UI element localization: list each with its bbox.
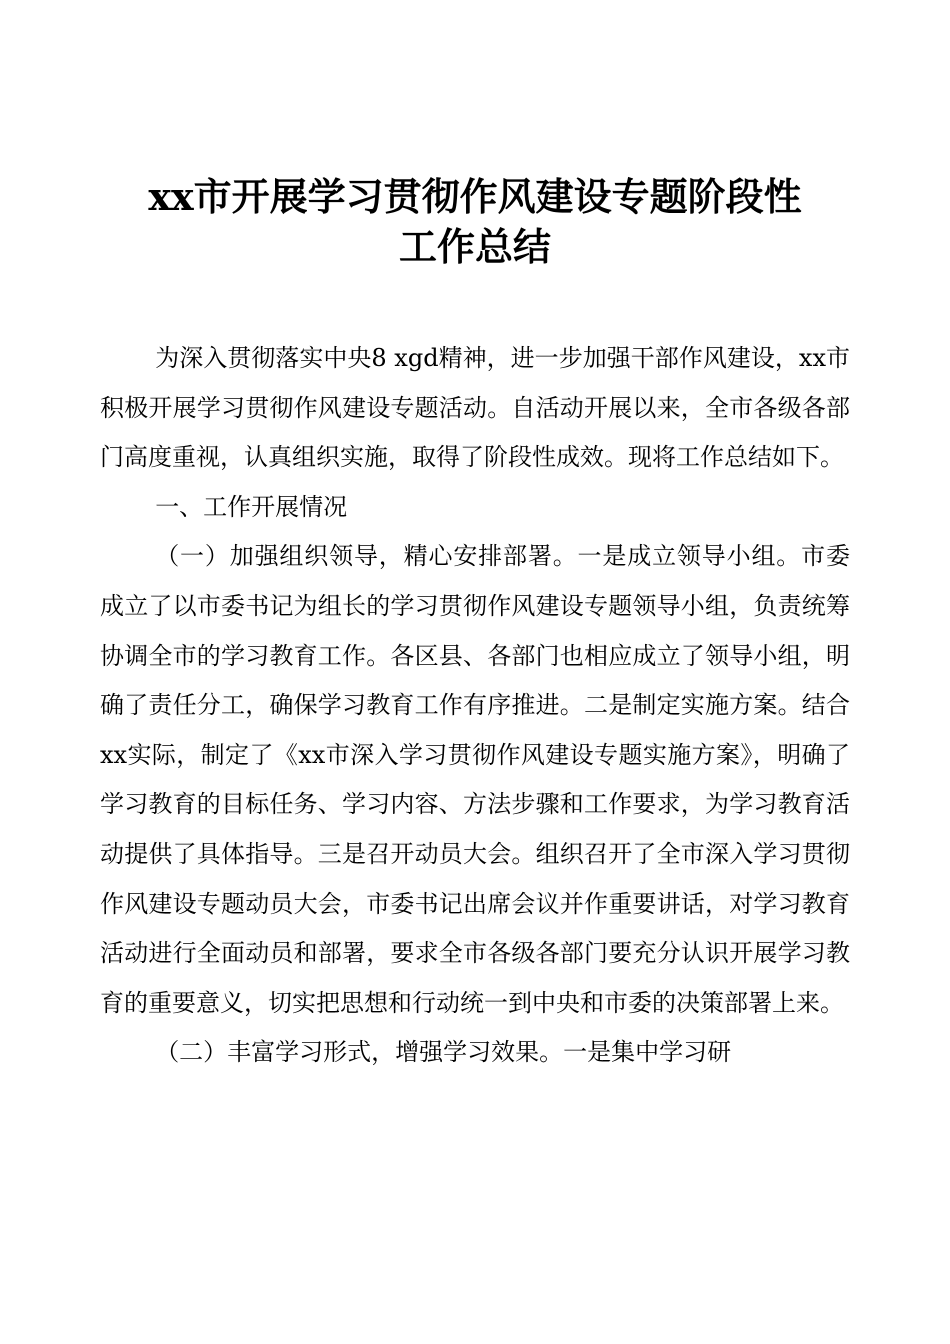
title-line-2: 工作总结 — [398, 224, 551, 269]
subsection-organization-leadership: （一）加强组织领导，精心安排部署。一是成立领导小组。市委成立了以市委书记为组长的学习贯彻作风建设专题领导小组，负责统筹协调全市的学习教育工作。各区县、各部门也相应成立了领导小组，明确了责任分工，确保学习教育工作有序推进。二是制定实施方案。结合xx实际，制定了《xx市深入学习贯彻作风建设专题实施方案》，明确了学习教育的目标任务、学习内容、方法步骤和工作要求，为学习教育活动提供了具体指导。三是召开动员大会。组织召开了全市深入学习贯彻作风建设专题动员大会，市委书记出席会议并作重要讲话，对学习教育活动进行全面动员和部署，要求全市各级各部门要充分认识开展学习教育的重要意义，切实把思想和行动统一到中央和市委的决策部署上来。 — [100, 542, 850, 1017]
title-line-1: xx市开展学习贯彻作风建设专题阶段性 — [148, 174, 802, 219]
section-heading-work-progress: 一、工作开展情况 — [155, 492, 348, 521]
intro-paragraph: 为深入贯彻落实中央8 xgd精神，进一步加强干部作风建设，xx市积极开展学习贯彻作风建设专题活动。自活动开展以来，全市各级各部门高度重视，认真组织实施，取得了阶段性成效。现将工作总结如下。 — [100, 344, 850, 472]
subsection-learning-forms: （二）丰富学习形式，增强学习效果。一是集中学习研 — [155, 1038, 732, 1067]
document-title — [100, 172, 850, 272]
document-body — [100, 334, 850, 1078]
